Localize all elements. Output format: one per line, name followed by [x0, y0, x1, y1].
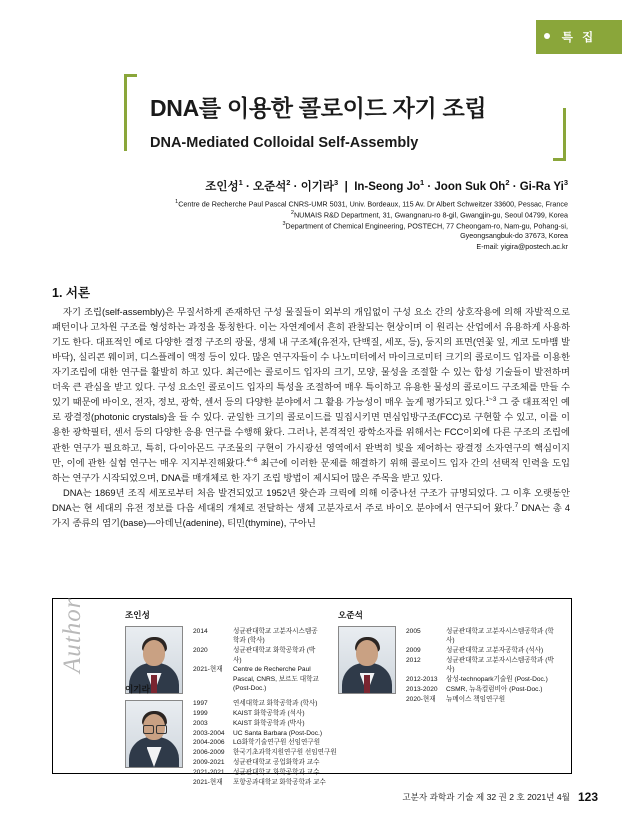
affiliation-3-cont: Gyeongsangbuk-do 37673, Korea	[460, 231, 568, 241]
affiliation-email: E-mail: yigira@postech.ac.kr	[476, 241, 568, 251]
title-bracket-left	[124, 74, 137, 151]
bio-year: 2020	[193, 647, 208, 655]
bio-row	[193, 729, 353, 738]
bio-desc: Centre de Recherche Paul Pascal, CNRS, 보르도 대학교 (Post-Doc.)	[233, 666, 319, 693]
special-feature-label: 특 집	[561, 32, 597, 44]
bio-desc: 한국기초과학지원연구원 선임연구원	[233, 749, 337, 757]
bio-desc: 뉴메이스 책임연구원	[446, 696, 506, 704]
bio-desc: 성균관대학교 고분자공학과 (석사)	[446, 647, 544, 655]
bio-year: 2003	[193, 719, 208, 727]
portrait-oh-joon-suk	[338, 626, 396, 694]
bio-rows-2	[406, 627, 556, 705]
page-title: DNA를 이용한 콜로이드 자기 조립	[150, 95, 487, 121]
page-footer	[402, 790, 598, 804]
bio-row	[193, 627, 323, 646]
bio-row	[193, 719, 353, 728]
page-subtitle: DNA-Mediated Colloidal Self-Assembly	[150, 135, 419, 151]
bio-desc: 성균관대학교 화학공학과 교수	[233, 769, 320, 777]
bio-year: 1999	[193, 709, 208, 717]
bio-desc: KAIST 화학공학과 (석사)	[233, 709, 305, 717]
bio-desc: 성균관대학교 고분자시스템공학과 (학사)	[233, 628, 318, 645]
bio-row	[193, 748, 353, 757]
bio-row	[193, 709, 353, 718]
bio-year: 2012-2013	[406, 676, 438, 684]
bio-year: 2009	[406, 647, 421, 655]
page-number: 123	[577, 790, 598, 804]
bio-row	[406, 685, 556, 694]
author-watermark: Author	[59, 597, 86, 673]
bio-rows-3	[193, 699, 353, 788]
bio-year: 2005	[406, 628, 421, 635]
bio-year: 2021-현재	[193, 666, 223, 674]
portrait-yi-gi-ra	[125, 700, 183, 768]
article-title-block	[124, 74, 564, 151]
bio-desc: 성균관대학교 화학공학과 (박사)	[233, 647, 316, 664]
bio-name-2: 오준석	[338, 610, 363, 620]
special-feature-tab	[536, 20, 622, 54]
paragraph-2: DNA는 1869년 조직 세포로부터 처음 발견되었고 1952년 왓슨과 크릭에 의해 이중나선 구조가 규명되었다. 그 이후 오랫동안 DNA는 현 세대의 유전 정보를 다음 세대의 개체로 전달하는 생체 고분자로서 주로 바이오 분야에서 연구되어 왔다.$^7$ DNA는 총 4가지 종류의 염기(base)—아데닌(adenine), 티민(thymine), 구아닌	[52, 487, 570, 528]
bio-desc: 포항공과대학교 화학공학과 교수	[233, 778, 326, 786]
author-bio-box	[52, 597, 572, 786]
bio-year: 1997	[193, 700, 208, 707]
bio-year: 2013-2020	[406, 686, 438, 694]
affiliation-1: $^1$Centre de Recherche Paul Pascal CNRS-UMR 5031, Univ. Bordeaux, 115 Av. Dr Albert Schweitzer 33600, Pessac, France	[175, 199, 568, 209]
bio-desc: 성균관대학교 공업화학과 교수	[233, 759, 320, 767]
bio-year: 2006-2009	[193, 749, 225, 757]
bio-year: 2020-현재	[406, 696, 436, 704]
authors-korean: 조인성$^1$ · 오준석$^2$ · 이기라$^3$	[205, 178, 339, 193]
affiliation-3: $^3$Department of Chemical Engineering, POSTECH, 77 Cheongam-ro, Nam-gu, Pohang-si,	[282, 220, 568, 231]
bio-desc: 연세대학교 화학공학과 (학사)	[233, 700, 318, 707]
title-bracket-right	[553, 108, 566, 161]
bio-year: 2021-2021	[193, 769, 225, 777]
bio-desc: UC Santa Barbara (Post-Doc.)	[233, 729, 323, 737]
author-line	[124, 178, 568, 194]
bio-row	[406, 627, 556, 646]
bio-desc: 성균관대학교 고분자시스템공학과 (박사)	[446, 657, 554, 674]
bio-name-1: 조인성	[125, 610, 150, 620]
bio-entry-2	[338, 609, 538, 624]
journal-info: 고분자 과학과 기술 제 32 권 2 호 2021년 4월	[402, 792, 570, 802]
bio-desc: 삼성-technopark기술원 (Post-Doc.)	[446, 676, 548, 684]
bio-year: 2012	[406, 657, 421, 665]
bio-year: 2003-2004	[193, 729, 225, 737]
bio-desc: LG화학기술연구원 선임연구원	[233, 739, 321, 747]
bio-entry-1	[125, 609, 301, 624]
bio-desc: KAIST 화학공학과 (박사)	[233, 719, 305, 727]
bio-row	[193, 758, 353, 767]
bio-year: 2014	[193, 628, 208, 635]
authors-separator: |	[341, 181, 351, 193]
bio-row	[406, 675, 556, 684]
bio-row	[406, 695, 556, 704]
paragraph-1: 자기 조립(self-assembly)은 무질서하게 존재하던 구성 물질들이 외부의 개입없이 구성 요소 간의 상호작용에 의해 자발적으로 패턴이나 고차원 구조를 형성하는 과정을 통칭한다. 이는 자연계에서 흔히 관찰되는 현상이며 이 원리는 산업에서 유용하게 사용하기도 한다. 대표적인 예로 다양한 결정 구조의 광물, 생체 내 구조체(유전자, 단백질, 세포, 등), 둥지의 표면(연꽃 잎, 게코 도마뱀 발바닥), 실리콘 웨이퍼, 디스플레이 액정 등이 있다. 많은 연구자들이 수 나노미터에서 마이크로미터 크기의 콜로이드 입자를 이용한 자기조립에 대한 연구를 활발히 하고 있다. 최근에는 콜로이드 입자의 크기, 모양, 물성을 조절할 수 있는 합성 기술들이 발전하며 더욱 큰 관심을 받고 있다. 구성 요소인 콜로이드 입자의 특성을 조절하여 매우 특이하고 유용한 물성의 콜로이드 구조체를 만들 수 있기 때문에 바이오, 전자, 정보, 광학, 센서 등의 다양한 분야에서 그 활용 가능성이 매우 높게 평가되고 있다.$^{1\sim 3}$ 그 중 대표적인 예로 광결정(photonic crystals)을 들 수 있다. 균일한 크기의 콜로이드를 밀집시키면 면심입방구조(FCC)로 구현할 수 있고, 이를 이용한 광학필터, 센서 등의 다양한 응용 연구를 수행해 왔다. 그러나, 본격적인 광학소자를 위해서는 FCC이외에 다른 구조의 조립에 관한 연구가 필요하고, 특히, 다이아몬드 구조물의 구현이 가시광선 영역에서 완벽히 빛을 제어하는 광결정 소자연구의 핵심이지만, 이에 관한 실험 연구는 매우 지지부진해왔다.$^{4\sim 6}$ 최근에 이러한 문제를 해결하기 위해 콜로이드 입자 간의 선택적 인력을 도입하는 연구가 시작되었으며, DNA를 매개체로 한 자기 조립 방법이 제시되어 많은 주목을 받고 있다.	[52, 307, 571, 483]
bio-entry-3	[125, 683, 325, 698]
bio-row	[193, 738, 353, 747]
bio-desc: 성균관대학교 고분자시스템공학과 (학사)	[446, 628, 554, 645]
tab-dot-icon	[544, 33, 550, 39]
authors-english: In-Seong $Jo^1$ · Joon Suk $Oh^2 \cdot Gi-Ra$ Yi$^3$	[354, 178, 568, 193]
bio-desc: CSMR, 뉴욕컬럼비아 (Post-Doc.)	[446, 686, 543, 694]
bio-row	[193, 768, 353, 777]
bio-row	[406, 646, 556, 655]
affiliations	[60, 199, 568, 252]
bio-year: 2009-2021	[193, 759, 225, 767]
bio-year: 2021-현재	[193, 778, 223, 786]
affiliation-2: $^2$NUMAIS R&D Department, 31, Gwangnaru-ro 8-gil, Gwangjin-gu, Seoul 04799, Korea	[290, 209, 568, 220]
bio-year: 2004-2006	[193, 739, 225, 747]
body-copy	[52, 305, 570, 531]
bio-row	[193, 646, 323, 665]
bio-row	[406, 656, 556, 675]
section-heading: 1. 서론	[52, 286, 91, 300]
bio-row	[193, 699, 353, 708]
bio-row	[193, 778, 353, 787]
bio-name-3: 이기라	[125, 684, 150, 694]
